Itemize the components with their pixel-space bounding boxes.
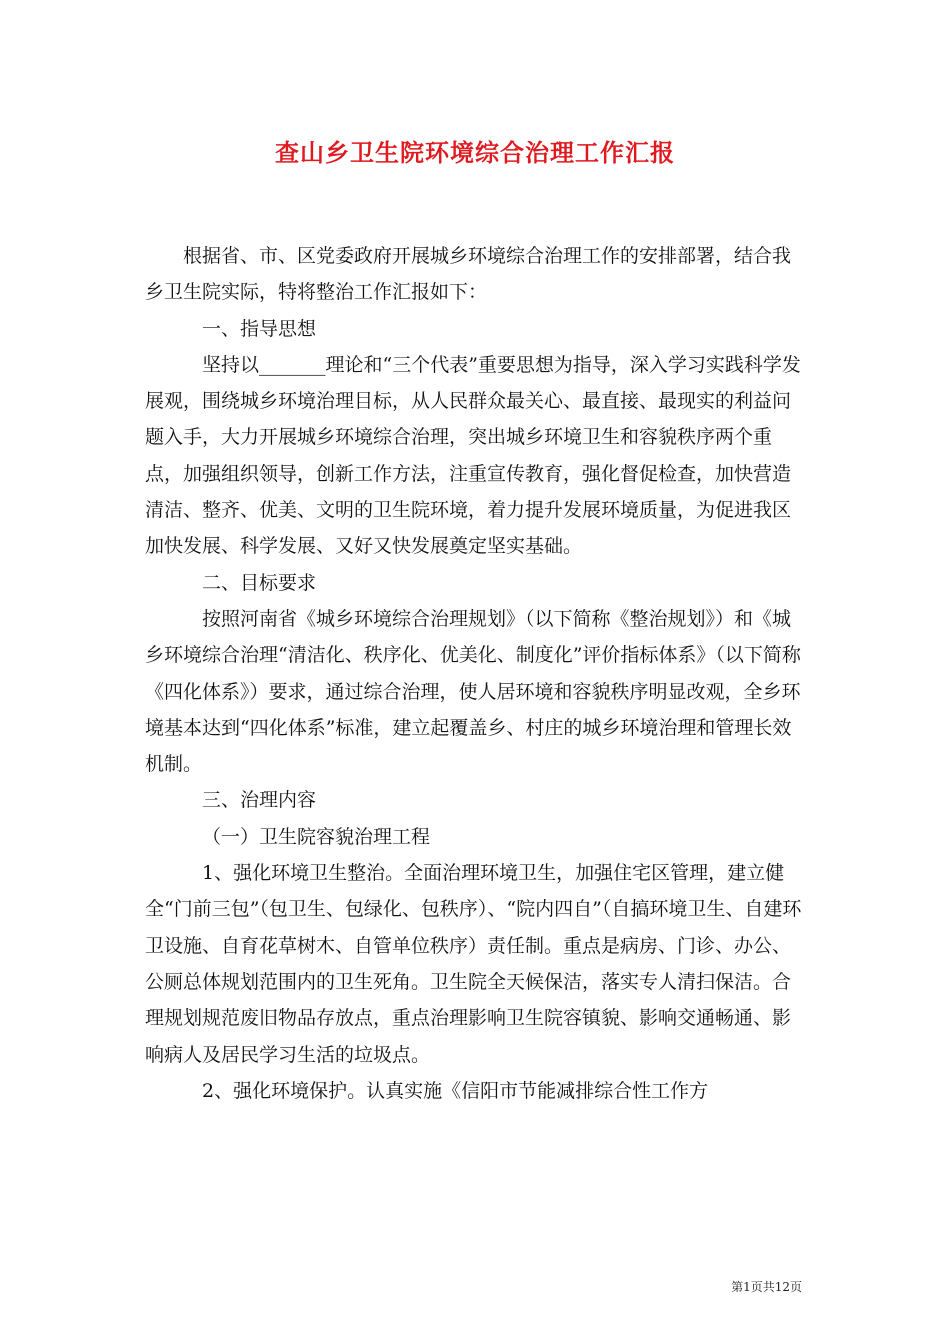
heading-goals: 二、目标要求 (202, 571, 317, 594)
document-title: 查山乡卫生院环境综合治理工作汇报 (275, 138, 675, 167)
document-body (145, 238, 805, 1109)
heading-content: 三、治理内容 (202, 789, 317, 812)
paragraph-sanitation: 1、强化环境卫生整治。全面治理环境卫生，加强住宅区管理，建立健全“门前三包”（包卫生、包绿化、包秩序）、“院内四自”（自搞环境卫生、自建环卫设施、自育花草树木、自管单位秩序）责任制。重点是病房、门诊、办公、公厕总体规划范围内的卫生死角。卫生院全天候保洁，落实专人清扫保洁。合理规划规范废旧物品存放点，重点治理影响卫生院容镇貌、影响交通畅通、影响病人及居民学习生活的垃圾点。 (145, 862, 802, 1066)
paragraph-intro: 根据省、市、区党委政府开展城乡环境综合治理工作的安排部署，结合我乡卫生院实际，特将整治工作汇报如下： (145, 245, 792, 304)
heading-guiding-thought: 一、指导思想 (202, 317, 317, 340)
paragraph-goals: 按照河南省《城乡环境综合治理规划》（以下简称《整治规划》）和《城乡环境综合治理“清洁化、秩序化、优美化、制度化”评价指标体系》（以下简称《四化体系》）要求，通过综合治理，使人居环境和容貌秩序明显改观，全乡环境基本达到“四化体系”标准，建立起覆盖乡、村庄的城乡环境治理和管理长效机制。 (145, 607, 801, 776)
page-number: 第1页共12页 (731, 1280, 802, 1294)
subheading-hospital-appearance: （一）卫生院容貌治理工程 (202, 825, 431, 848)
paragraph-guiding-thought: 坚持以_______理论和“三个代表”重要思想为指导，深入学习实践科学发展观，围绕城乡环境治理目标，从人民群众最关心、最直接、最现实的利益问题入手，大力开展城乡环境综合治理，突出城乡环境卫生和容貌秩序两个重点，加强组织领导，创新工作方法，注重宣传教育，强化督促检查，加快营造清洁、整齐、优美、文明的卫生院环境，着力提升发展环境质量，为促进我区加快发展、科学发展、又好又快发展奠定坚实基础。 (145, 353, 801, 558)
paragraph-env-protection: 2、强化环境保护。认真实施《信阳市节能减排综合性工作方 (202, 1079, 709, 1102)
